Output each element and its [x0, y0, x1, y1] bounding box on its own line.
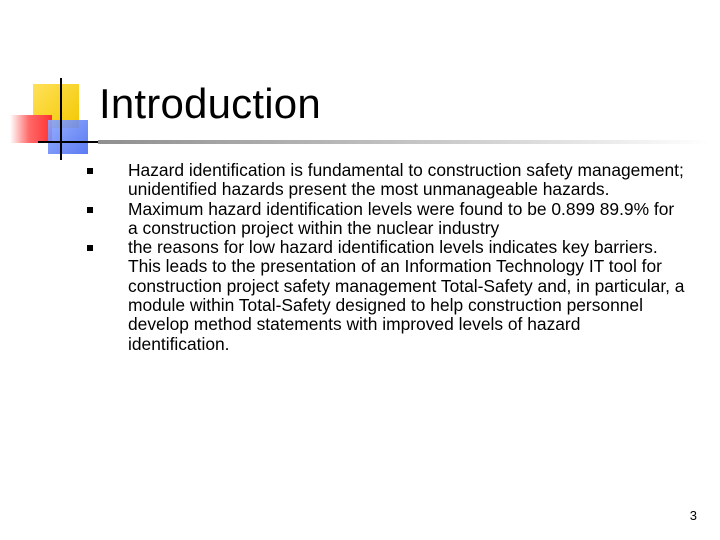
slide-title: Introduction: [99, 80, 321, 127]
bullet-text: the reasons for low hazard identification levels indicates key barriers. This leads to the presentation of an Information Technology IT tool for construction project safety management Total-Safety and, in particular, a module within Total-Safety designed to help construction personnel develop method statements with improved levels of hazard identification.: [128, 237, 685, 354]
square-bullet-icon: [87, 245, 93, 251]
horizontal-line-decoration: [38, 141, 98, 143]
bullet-text: Hazard identification is fundamental to construction safety management; unidentified hazards present the most unmanageable hazards.: [128, 160, 684, 200]
bullet-list: [86, 161, 686, 354]
square-bullet-icon: [87, 168, 93, 174]
square-bullet-icon: [87, 207, 93, 213]
page-number: 3: [689, 508, 697, 523]
bullet-text: Maximum hazard identification levels were found to be 0.899 89.9% for a construction project within the nuclear industry: [128, 198, 675, 238]
title-underline-rule: [98, 140, 710, 144]
red-square-decoration: [10, 115, 52, 143]
bullet-item: [86, 200, 686, 239]
blue-square-decoration: [48, 120, 88, 154]
bullet-item: [86, 161, 686, 200]
vertical-line-decoration: [60, 78, 62, 160]
bullet-item: [86, 238, 686, 354]
